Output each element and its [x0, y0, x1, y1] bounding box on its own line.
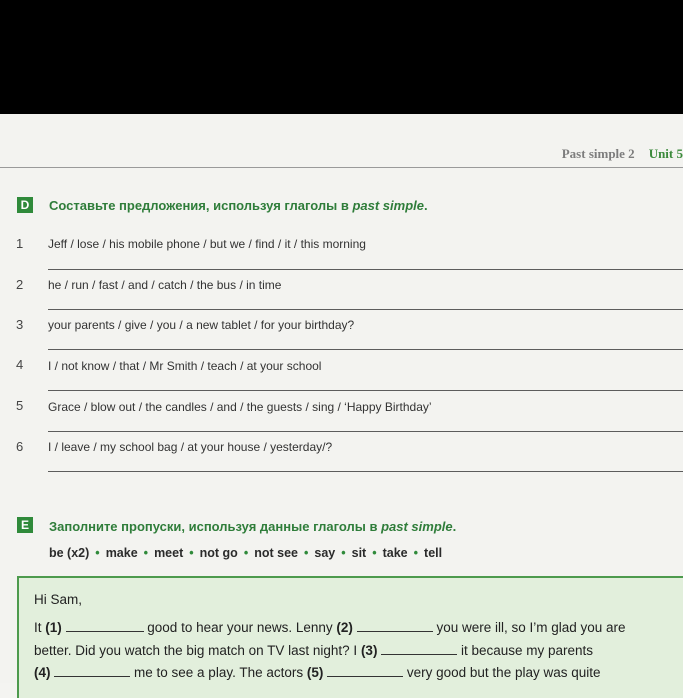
item-6-number: 6 [16, 439, 24, 454]
item-1-answer-line[interactable] [48, 269, 683, 270]
section-d-badge: D [17, 197, 33, 213]
gap-2-blank[interactable] [357, 620, 433, 632]
gap-5-blank[interactable] [327, 665, 403, 677]
item-3-number: 3 [16, 317, 24, 332]
item-5-prompt: Grace / blow out / the candles / and / the guests / sing / ‘Happy Birthday’ [48, 400, 432, 414]
verb-list: be (x2) • make • meet • not go • not see • say • sit • take • tell [49, 546, 443, 560]
section-d-title: Составьте предложения, используя глаголы в past simple. [49, 198, 428, 213]
gap-3-blank[interactable] [381, 643, 457, 655]
item-2-prompt: he / run / fast / and / catch / the bus / in time [48, 278, 282, 292]
item-4-answer-line[interactable] [48, 390, 683, 391]
gap-4-blank[interactable] [54, 665, 130, 677]
letter-line-2: better. Did you watch the big match on TV last night? I (3) it because my parents [34, 643, 594, 658]
header-unit: Unit 5 [648, 146, 683, 161]
item-6-answer-line[interactable] [48, 471, 683, 472]
item-2-number: 2 [16, 277, 24, 292]
page-header [562, 146, 683, 162]
section-e-title: Заполните пропуски, используя данные глаголы в past simple. [49, 519, 457, 534]
verb-not-see: not see [254, 546, 298, 560]
verb-tell: tell [424, 546, 443, 560]
black-top-bar [0, 0, 683, 114]
gap-5-number: (5) [306, 665, 324, 680]
verb-be: be (x2) [49, 546, 90, 560]
verb-meet: meet [154, 546, 184, 560]
letter-line-3: (4) me to see a play. The actors (5) very good but the play was quite [34, 665, 601, 680]
verb-make: make [105, 546, 138, 560]
letter-line-1: It (1) good to hear your news. Lenny (2) you were ill, so I’m glad you are [34, 620, 626, 635]
verb-sit: sit [351, 546, 367, 560]
item-3-answer-line[interactable] [48, 349, 683, 350]
section-e-badge: E [17, 517, 33, 533]
gap-1-blank[interactable] [66, 620, 144, 632]
item-6-prompt: I / leave / my school bag / at your house / yesterday/? [48, 440, 333, 454]
letter-greeting: Hi Sam, [34, 592, 83, 607]
item-5-number: 5 [16, 398, 24, 413]
header-section: Past simple 2 [561, 146, 635, 161]
verb-say: say [314, 546, 336, 560]
header-divider [0, 167, 683, 168]
item-4-number: 4 [16, 357, 24, 372]
verb-take: take [382, 546, 408, 560]
item-5-answer-line[interactable] [48, 431, 683, 432]
item-1-number: 1 [16, 236, 24, 251]
verb-not-go: not go [199, 546, 238, 560]
gap-2-number: (2) [336, 620, 353, 635]
gap-1-number: (1) [45, 620, 62, 635]
gap-3-number: (3) [360, 643, 378, 658]
item-2-answer-line[interactable] [48, 309, 683, 310]
item-3-prompt: your parents / give / you / a new tablet / for your birthday? [48, 318, 355, 332]
item-4-prompt: I / not know / that / Mr Smith / teach / at your school [48, 359, 322, 373]
item-1-prompt: Jeff / lose / his mobile phone / but we / find / it / this morning [48, 237, 366, 251]
gap-4-number: (4) [34, 665, 51, 680]
